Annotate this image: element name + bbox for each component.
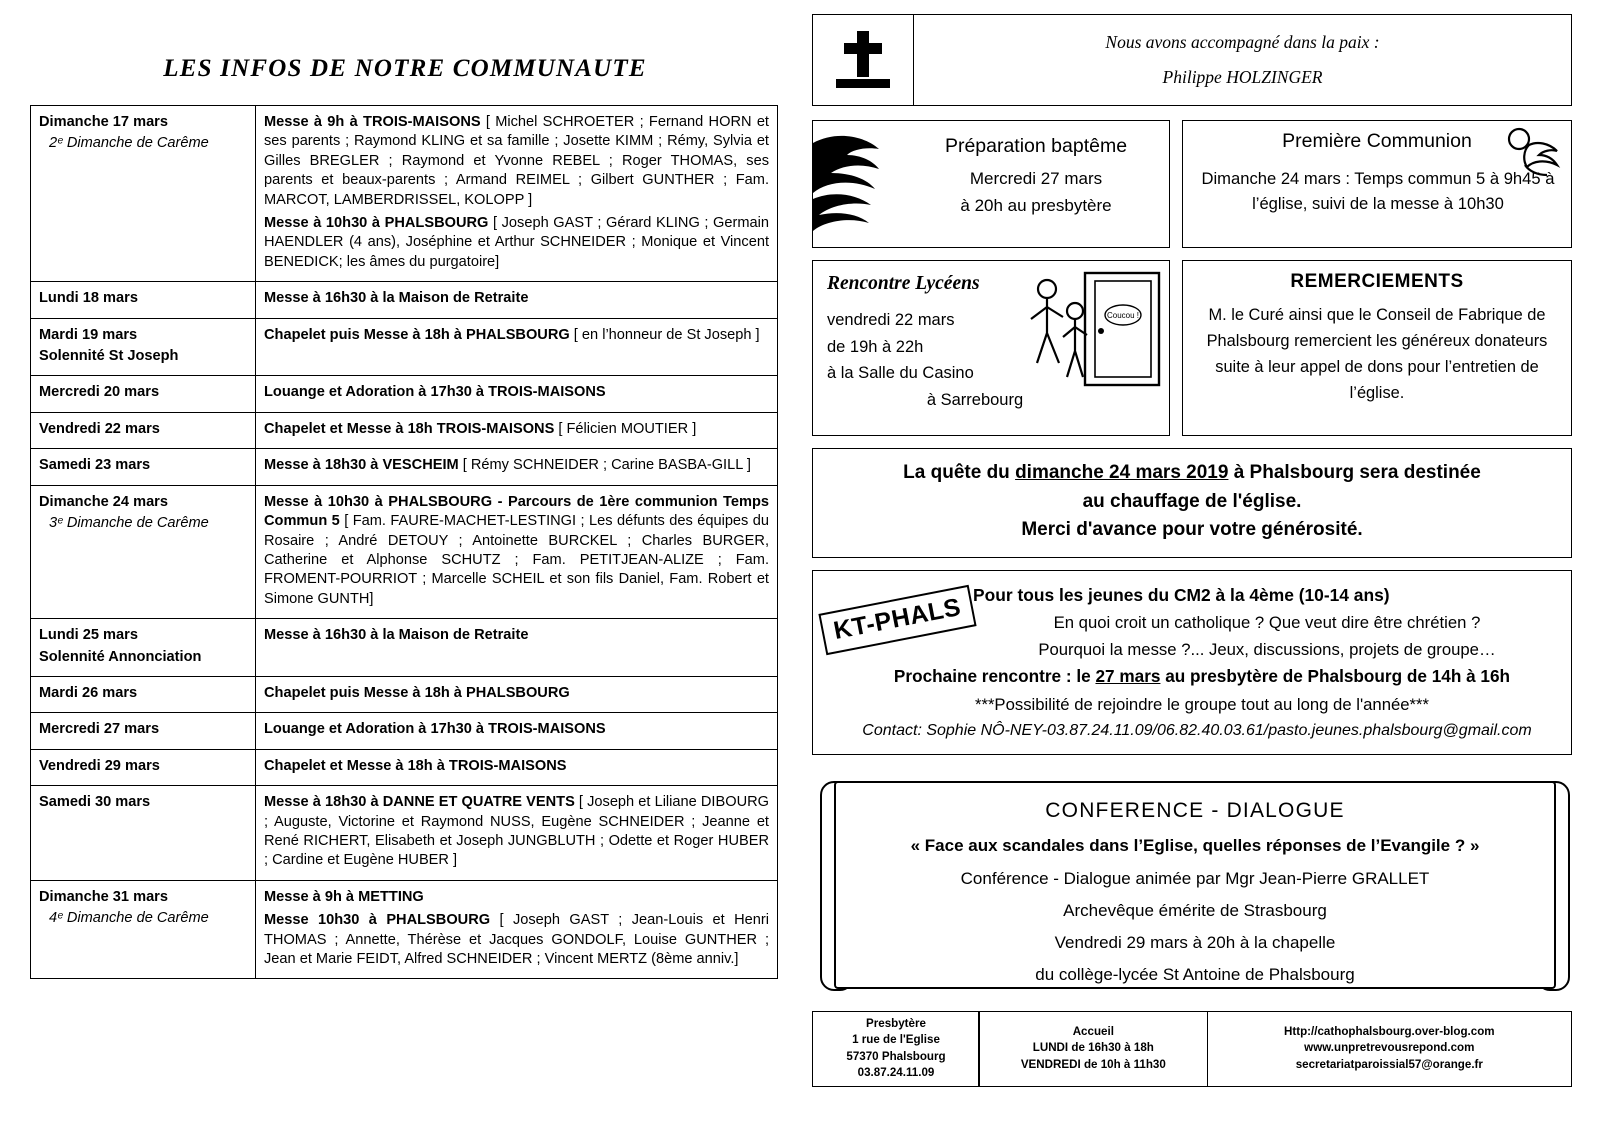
remerciements-text: M. le Curé ainsi que le Conseil de Fabrique de Phalsbourg remercient les généreux donateurs suite à leur appel de dons pour l’entretien de l’église.: [1206, 306, 1548, 402]
kt-line4-b: au presbytère de Phalsbourg de 14h à 16h: [1160, 665, 1511, 686]
hand-host-icon: [1499, 125, 1565, 181]
conference-line-1: Conférence - Dialogue animée par Mgr Jean-Pierre GRALLET: [960, 868, 1430, 888]
schedule-day-cell: [31, 318, 256, 376]
page-title: LES INFOS DE NOTRE COMMUNAUTE: [163, 55, 647, 82]
schedule-day-name: Dimanche 24 mars: [39, 493, 168, 510]
schedule-event-cell: [256, 376, 778, 412]
bapteme-box: [812, 120, 1170, 248]
conference-panel: [834, 781, 1556, 989]
schedule-event-cell: [256, 412, 778, 448]
kt-line-2: En quoi croit un catholique ? Que veut dire être chrétien ?: [1053, 612, 1481, 632]
bapteme-line2: à 20h au presbytère: [960, 195, 1112, 215]
schedule-event-cell: [256, 485, 778, 618]
schedule-day-cell: [31, 485, 256, 618]
schedule-event-cell: [256, 749, 778, 785]
hands-baptism-icon: [813, 121, 923, 239]
footer-presbytere-line-2: 1 rue de l'Eglise: [852, 1033, 940, 1047]
schedule-event: Louange et Adoration à 17h30 à TROIS-MAISONS: [264, 721, 606, 738]
schedule-day-name: Vendredi 22 mars: [39, 420, 160, 437]
mass-schedule-table: [30, 105, 778, 979]
schedule-day-sub: 2ᵉ Dimanche de Carême: [49, 135, 209, 152]
schedule-day-name: Dimanche 17 mars: [39, 114, 168, 130]
table-row: [31, 106, 778, 282]
kt-line-4: [843, 663, 1561, 691]
deceased-intro: Nous avons accompagné dans la paix :: [1105, 32, 1380, 52]
lyceens-line-3: à la Salle du Casino: [827, 364, 974, 383]
schedule-day-cell: [31, 619, 256, 677]
quete-line1-date: dimanche 24 mars 2019: [1015, 462, 1229, 483]
schedule-day-sub: Solennité St Joseph: [39, 348, 179, 365]
kt-line4-a: Prochaine rencontre : le: [893, 665, 1096, 686]
schedule-event: Messe à 9h à TROIS-MAISONS [ Michel SCHROETER ; Fernand HORN et ses parents ; Raymond KLING et sa famille ; Josette KIMM ; Rémy, Sylvia et Gilles BREGLER ; Raymond et Yvonne REBEL ; Roger THOMAS, ses parents et beaux-parents ; Armand REIMEL ; Gilbert GUNTHER ; Fam. MARCOT, LAMBERDRISSEL, KOLOPP ]: [264, 114, 769, 208]
schedule-event: Chapelet et Messe à 18h à TROIS-MAISONS: [264, 757, 567, 774]
footer-accueil-line-1: Accueil: [1072, 1024, 1114, 1038]
communion-title: Première Communion: [1282, 130, 1472, 152]
communion-text: Dimanche 24 mars : Temps commun 5 à 9h45 à l’église, suivi de la messe à 10h30: [1201, 169, 1555, 213]
quete-line-2: au chauffage de l'église.: [1082, 490, 1302, 512]
schedule-event: Chapelet et Messe à 18h TROIS-MAISONS [ Félicien MOUTIER ]: [264, 420, 697, 437]
schedule-event: Messe à 10h30 à PHALSBOURG [ Joseph GAST ; Gérard KLING ; Germain HAENDLER (4 ans), Joséphine et Arthur SCHNEIDER ; Monique et Vincent BENEDICK; les âmes du purgatoire]: [264, 215, 769, 270]
bapteme-title: Préparation baptême: [944, 135, 1128, 157]
schedule-day-name: Dimanche 31 mars: [39, 888, 168, 905]
quete-line-3: Merci d'avance pour votre générosité.: [1021, 519, 1363, 540]
schedule-day-sub: 3ᵉ Dimanche de Carême: [49, 515, 209, 532]
schedule-event-cell: [256, 282, 778, 318]
schedule-day-cell: [31, 880, 256, 979]
deceased-name: Philippe HOLZINGER: [1162, 67, 1323, 87]
schedule-day-name: Mercredi 27 mars: [39, 721, 160, 738]
schedule-event: Messe à 18h30 à VESCHEIM [ Rémy SCHNEIDER ; Carine BASBA-GILL ]: [264, 457, 751, 474]
conference-title: CONFERENCE - DIALOGUE: [1045, 798, 1345, 822]
kt-contact: Contact: Sophie NÔ-NEY-03.87.24.11.09/06.82.40.03.61/pasto.jeunes.phalsbourg@gmail.com: [862, 721, 1532, 739]
schedule-event: Chapelet puis Messe à 18h à PHALSBOURG [ en l’honneur de St Joseph ]: [264, 326, 760, 343]
left-column: [30, 20, 780, 979]
bapteme-line1: Mercredi 27 mars: [969, 169, 1103, 189]
lyceens-line-4: à Sarrebourg: [926, 391, 1024, 410]
footer-presbytere-line-1: Presbytère: [866, 1016, 926, 1030]
schedule-day-name: Mardi 19 mars: [39, 326, 138, 343]
footer-web: [1207, 1011, 1572, 1087]
schedule-day-cell: [31, 282, 256, 318]
schedule-day-name: Lundi 25 mars: [39, 627, 138, 644]
schedule-day-sub: 4ᵉ Dimanche de Carême: [49, 910, 209, 927]
kt-line4-date: 27 mars: [1095, 665, 1161, 686]
table-row: [31, 880, 778, 979]
footer-accueil-line-3: VENDREDI de 10h à 11h30: [1020, 1057, 1166, 1071]
schedule-day-name: Samedi 30 mars: [39, 794, 151, 811]
right-column: [812, 14, 1572, 1087]
table-row: [31, 713, 778, 749]
remerciements-box: [1182, 260, 1572, 436]
footer-presbytere: [812, 1011, 980, 1087]
conference-box: [812, 769, 1572, 999]
svg-text:Coucou !: Coucou !: [1106, 311, 1140, 320]
table-row: [31, 412, 778, 448]
schedule-day-name: Samedi 23 mars: [39, 457, 151, 474]
schedule-event-cell: [256, 449, 778, 485]
communion-box: [1182, 120, 1572, 248]
schedule-day-sub: Solennité Annonciation: [39, 648, 202, 665]
lyceens-box: [812, 260, 1170, 436]
schedule-event: Chapelet puis Messe à 18h à PHALSBOURG: [264, 684, 570, 701]
schedule-day-cell: [31, 449, 256, 485]
row-lyceens-remerciements: [812, 260, 1572, 436]
schedule-event-cell: [256, 106, 778, 282]
footer-web-line-1[interactable]: Http://cathophalsbourg.over-blog.com: [1284, 1024, 1495, 1038]
schedule-event-cell: [256, 318, 778, 376]
kt-line-5: ***Possibilité de rejoindre le groupe tout au long de l'année***: [974, 694, 1430, 714]
schedule-day-cell: [31, 376, 256, 412]
schedule-event-cell: [256, 713, 778, 749]
schedule-day-cell: [31, 713, 256, 749]
grave-cross-icon: [813, 15, 914, 105]
schedule-day-name: Mercredi 20 mars: [39, 384, 160, 401]
table-row: [31, 786, 778, 881]
schedule-event: Messe à 10h30 à PHALSBOURG - Parcours de 1ère communion Temps Commun 5 [ Fam. FAURE-MACHET-LESTINGI ; Les défunts des équipes du Rosaire ; André DETOUY ; Antoinette BURCKEL ; Charles BURGER, Catherine et Alphonse SCHUTZ ; Fam. PETITJEAN-ALIZE ; Fam. FROMENT-POURRIOT ; Marcelle SCHEIL et son fils Daniel, Fam. Robert et Simone GUNTH]: [264, 493, 770, 607]
quete-box: [812, 448, 1572, 558]
kt-line-1: Pour tous les jeunes du CM2 à la 4ème (10-14 ans): [973, 584, 1390, 605]
schedule-event: Louange et Adoration à 17h30 à TROIS-MAISONS: [264, 384, 606, 401]
footer-accueil: [978, 1011, 1208, 1087]
schedule-day-cell: [31, 786, 256, 881]
footer-web-line-2[interactable]: www.unpretrevousrepond.com: [1304, 1041, 1475, 1055]
table-row: [31, 676, 778, 712]
table-row: [31, 282, 778, 318]
table-row: [31, 619, 778, 677]
footer-presbytere-line-3: 57370 Phalsbourg: [846, 1049, 946, 1063]
table-row: [31, 449, 778, 485]
footer-contact: [812, 1011, 1572, 1087]
schedule-day-cell: [31, 106, 256, 282]
kt-phals-stamp: KT-PHALS: [818, 584, 976, 654]
schedule-day-cell: [31, 676, 256, 712]
table-row: [31, 485, 778, 618]
lyceens-line-2: de 19h à 22h: [827, 337, 924, 356]
table-row: [31, 376, 778, 412]
row-bapteme-communion: [812, 120, 1572, 248]
schedule-day-name: Mardi 26 mars: [39, 684, 138, 701]
lyceens-title: Rencontre Lycéens: [827, 273, 980, 294]
schedule-event: Messe à 16h30 à la Maison de Retraite: [264, 290, 529, 307]
footer-web-line-3[interactable]: secretariatparoissial57@orange.fr: [1295, 1057, 1483, 1071]
conference-line-4: du collège-lycée St Antoine de Phalsbourg: [1035, 964, 1355, 984]
quete-line1-b: à Phalsbourg sera destinée: [1228, 462, 1481, 483]
deceased-text: [914, 15, 1571, 105]
schedule-event: Messe 10h30 à PHALSBOURG [ Joseph GAST ; Jean-Louis et Henri THOMAS ; Annette, Thérèse et Jacques GONDOLF, Louise GUNTHER ; Jean et Marie FEIDT, Alfred SCHNEIDER ; Vincent MERTZ (8ème anniv.]: [264, 912, 769, 967]
footer-accueil-line-2: LUNDI de 16h30 à 18h: [1032, 1041, 1154, 1055]
kt-line-3: Pourquoi la messe ?... Jeux, discussions, projets de groupe…: [1038, 639, 1496, 659]
schedule-event-cell: [256, 619, 778, 677]
conference-line-2: Archevêque émérite de Strasbourg: [1063, 900, 1327, 920]
table-row: [31, 749, 778, 785]
schedule-event-cell: [256, 786, 778, 881]
schedule-event: Messe à 9h à METTING: [264, 888, 424, 905]
schedule-event-cell: [256, 880, 778, 979]
schedule-day-name: Lundi 18 mars: [39, 290, 138, 307]
deceased-box: [812, 14, 1572, 106]
kt-phals-box: [812, 570, 1572, 755]
conference-quote: « Face aux scandales dans l’Eglise, quelles réponses de l’Evangile ? »: [910, 835, 1480, 855]
remerciements-title: REMERCIEMENTS: [1290, 271, 1464, 292]
conference-line-3: Vendredi 29 mars à 20h à la chapelle: [1054, 932, 1336, 952]
footer-presbytere-line-4: 03.87.24.11.09: [857, 1066, 935, 1080]
teens-door-icon: [1017, 267, 1167, 397]
schedule-day-cell: [31, 749, 256, 785]
schedule-event: Messe à 16h30 à la Maison de Retraite: [264, 627, 529, 644]
table-row: [31, 318, 778, 376]
lyceens-line-1: vendredi 22 mars: [827, 311, 955, 329]
schedule-event-cell: [256, 676, 778, 712]
quete-line-1: [825, 459, 1559, 488]
schedule-day-cell: [31, 412, 256, 448]
schedule-event: Messe à 18h30 à DANNE ET QUATRE VENTS [ Joseph et Liliane DIBOURG ; Auguste, Victorine et Raymond NUSS, Eugène SCHNEIDER ; Jeanne et René RICHERT, Elisabeth et Joseph JUNGBLUTH ; Odette et Roger HUBER ; Cardine et Eugène HUBER ]: [264, 794, 769, 869]
schedule-day-name: Vendredi 29 mars: [39, 757, 160, 774]
quete-line1-a: La quête du: [903, 462, 1016, 483]
